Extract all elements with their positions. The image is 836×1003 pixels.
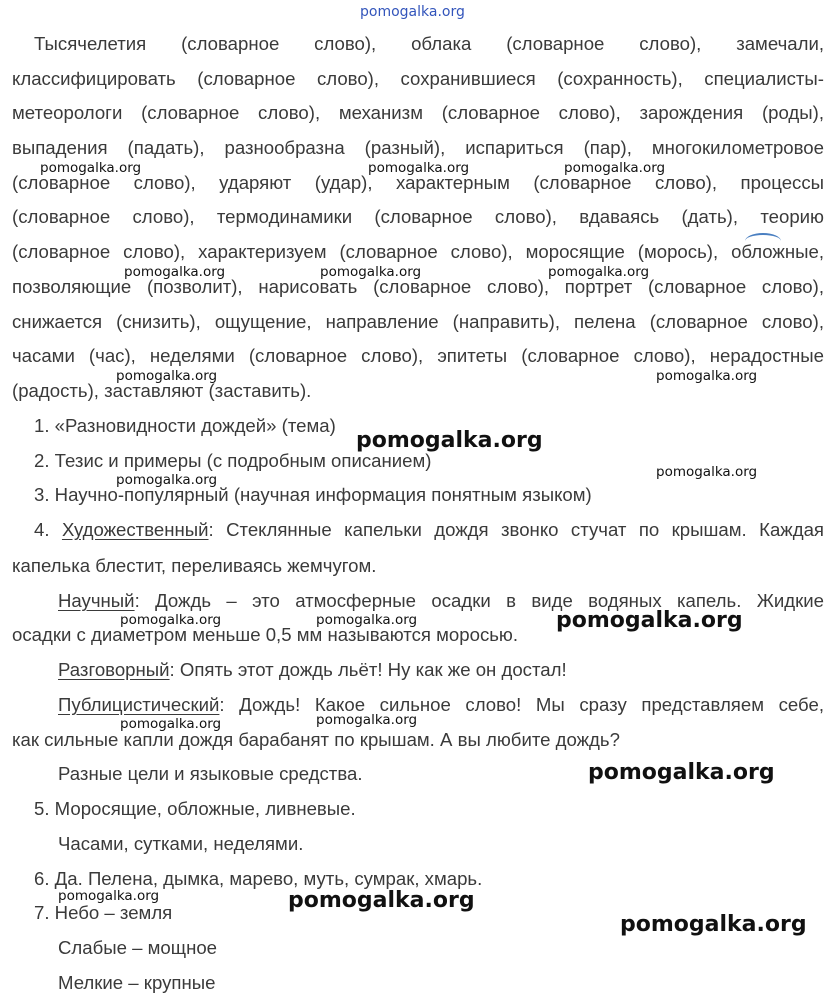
style-conversational-label: Разговорный	[58, 659, 170, 680]
watermark-small: pomogalka.org	[116, 472, 218, 488]
watermark-small: pomogalka.org	[564, 160, 666, 176]
watermark-small: pomogalka.org	[116, 368, 218, 384]
style-scientific-label: Научный	[58, 590, 135, 611]
style-publicistic-label: Публицистический	[58, 694, 220, 715]
answer-4-line-1	[34, 519, 824, 541]
watermark-small: pomogalka.org	[58, 888, 160, 904]
watermark-large: pomogalka.org	[588, 760, 775, 785]
vocab-line-3: метеорологи (словарное слово), механизм (словарное слово), зарождения (роды),	[12, 102, 824, 123]
vocab-line-6: (словарное слово), термодинамики (словарное слово), вдаваясь (дать), теорию	[12, 206, 824, 227]
watermark-small: pomogalka.org	[316, 712, 418, 728]
answer-3: 3. Научно-популярный (научная информация понятным языком)	[34, 484, 592, 505]
vocab-line-5: (словарное слово), ударяют (удар), характерным (словарное слово), процессы	[12, 172, 824, 193]
style-artistic-label: Художественный	[61, 519, 209, 540]
answer-5: 5. Моросящие, обложные, ливневые.	[34, 798, 356, 819]
answer-4-number: 4.	[34, 519, 50, 540]
watermark-large: pomogalka.org	[556, 608, 743, 633]
vocab-line-1: Тысячелетия (словарное слово), облака (словарное слово), замечали,	[34, 33, 824, 54]
watermark-top: pomogalka.org	[360, 4, 465, 20]
watermark-small: pomogalka.org	[40, 160, 142, 176]
watermark-small: pomogalka.org	[548, 264, 650, 280]
stress-arc-mark	[745, 233, 781, 249]
scientific-line-2: осадки с диаметром меньше 0,5 мм называются моросью.	[12, 624, 519, 645]
vocab-line-9: снижается (снизить), ощущение, направление (направить), пелена (словарное слово),	[12, 311, 824, 332]
vocab-line-8: позволяющие (позволит), нарисовать (словарное слово), портрет (словарное слово),	[12, 276, 824, 297]
answer-6: 6. Да. Пелена, дымка, марево, муть, сумрак, хмарь.	[34, 868, 483, 889]
answer-4-line-2: капелька блестит, переливаясь жемчугом.	[12, 555, 377, 576]
vocab-line-10: часами (час), неделями (словарное слово), эпитеты (словарное слово), нерадостные	[12, 345, 824, 366]
watermark-small: pomogalka.org	[120, 716, 222, 732]
watermark-small: pomogalka.org	[368, 160, 470, 176]
answer-7-line-2: Слабые – мощное	[58, 937, 218, 958]
vocab-line-2: классифицировать (словарное слово), сохранившиеся (сохранность), специалисты-	[12, 68, 824, 89]
vocab-line-7: (словарное слово), характеризуем (словарное слово), моросящие (морось), обложные,	[12, 241, 824, 262]
vocab-line-4: выпадения (падать), разнообразна (разный), испариться (пар), многокилометровое	[12, 137, 824, 158]
watermark-small: pomogalka.org	[656, 464, 758, 480]
answer-7-line-3: Мелкие – крупные	[58, 972, 216, 993]
publicistic-text: : Дождь! Какое сильное слово! Мы сразу представляем себе,	[219, 694, 824, 715]
watermark-small: pomogalka.org	[656, 368, 758, 384]
watermark-small: pomogalka.org	[120, 612, 222, 628]
answer-2: 2. Тезис и примеры (с подробным описанием)	[34, 450, 432, 471]
different-goals-line: Разные цели и языковые средства.	[58, 763, 363, 784]
vocab-line-11: (радость), заставляют (заставить).	[12, 380, 312, 401]
watermark-small: pomogalka.org	[316, 612, 418, 628]
watermark-small: pomogalka.org	[320, 264, 422, 280]
answer-7: 7. Небо – земля	[34, 902, 173, 923]
scientific-text: : Дождь – это атмосферные осадки в виде водяных капель. Жидкие	[134, 590, 824, 611]
answer-4-text: : Стеклянные капельки дождя звонко стучат по крышам. Каждая	[208, 519, 824, 540]
answer-5-continuation: Часами, сутками, неделями.	[58, 833, 304, 854]
publicistic-line-1	[58, 694, 824, 716]
publicistic-line-2: как сильные капли дождя барабанят по крышам. А вы любите дождь?	[12, 729, 620, 750]
watermark-large: pomogalka.org	[356, 428, 543, 453]
conversational-text: : Опять этот дождь льёт! Ну как же он достал!	[169, 659, 567, 680]
watermark-large: pomogalka.org	[288, 888, 475, 913]
watermark-small: pomogalka.org	[124, 264, 226, 280]
answer-1: 1. «Разновидности дождей» (тема)	[34, 415, 336, 436]
conversational-line	[58, 659, 824, 681]
watermark-large: pomogalka.org	[620, 912, 807, 937]
